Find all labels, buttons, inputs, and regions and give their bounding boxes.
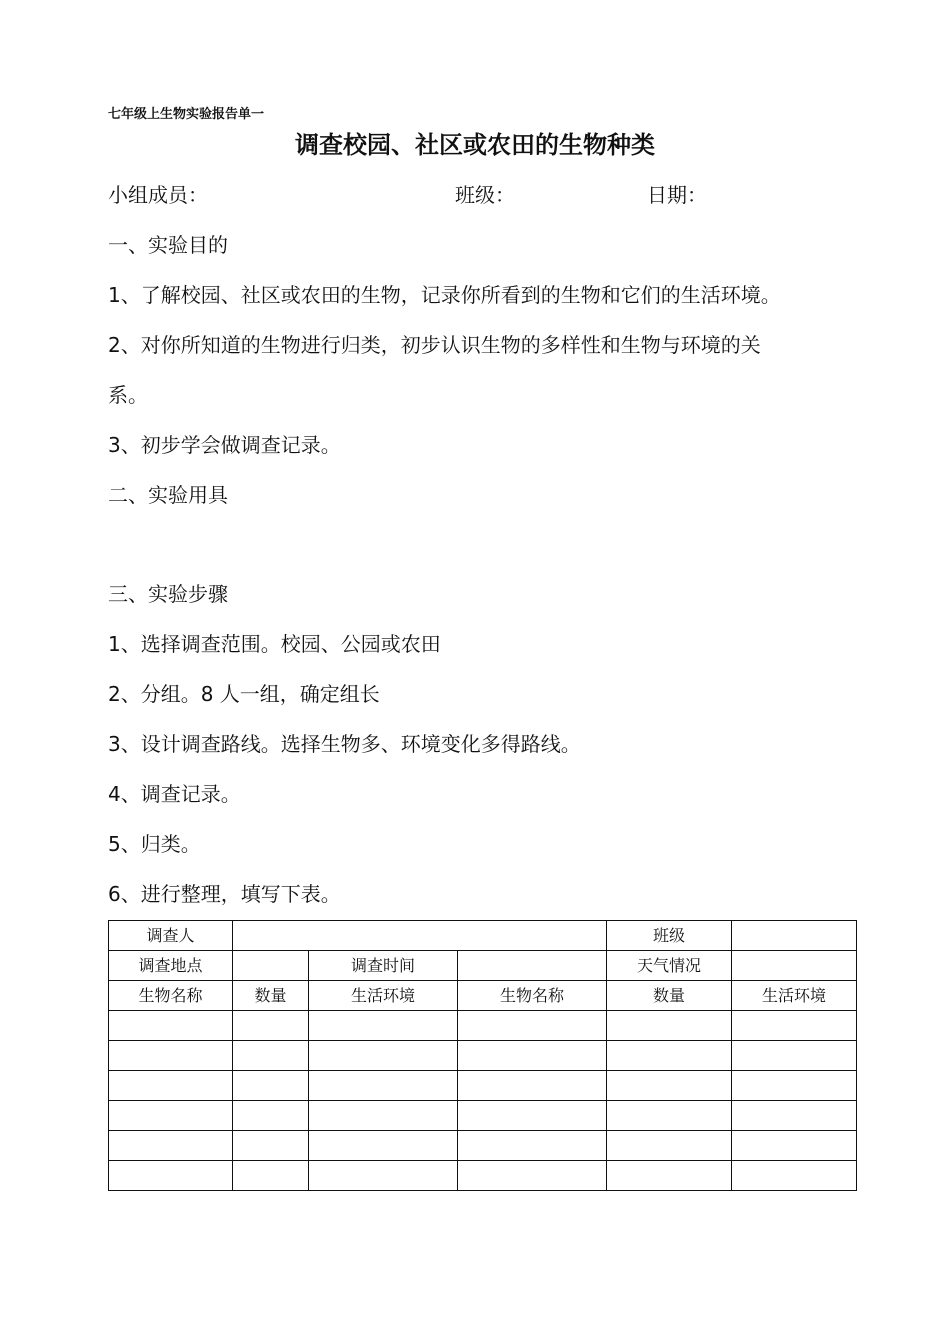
- survey-table: [108, 920, 857, 1191]
- column-header-habitat: 生活环境: [732, 981, 857, 1011]
- table-row: [109, 1011, 857, 1041]
- table-cell[interactable]: [233, 1041, 309, 1071]
- table-cell[interactable]: [732, 1131, 857, 1161]
- document-title: 调查校园、社区或农田的生物种类: [295, 131, 655, 159]
- investigator-label: 调查人: [109, 921, 233, 951]
- step-6: 6、进行整理，填写下表。: [108, 882, 341, 906]
- weather-value-cell[interactable]: [732, 951, 857, 981]
- location-value-cell[interactable]: [233, 951, 309, 981]
- table-cell[interactable]: [607, 1101, 732, 1131]
- table-cell[interactable]: [109, 1011, 233, 1041]
- step-3: 3、设计调查路线。选择生物多、环境变化多得路线。: [108, 732, 581, 756]
- purpose-item-1: 1、了解校园、社区或农田的生物，记录你所看到的生物和它们的生活环境。: [108, 283, 781, 307]
- table-cell[interactable]: [233, 1131, 309, 1161]
- table-cell[interactable]: [732, 1161, 857, 1191]
- table-cell[interactable]: [233, 1011, 309, 1041]
- step-5: 5、归类。: [108, 832, 201, 856]
- table-cell[interactable]: [732, 1041, 857, 1071]
- purpose-item-2-line-1: 2、对你所知道的生物进行归类，初步认识生物的多样性和生物与环境的关: [108, 333, 761, 357]
- table-cell[interactable]: [458, 1161, 607, 1191]
- table-cell[interactable]: [607, 1131, 732, 1161]
- table-cell[interactable]: [732, 1101, 857, 1131]
- class-label: 班级：: [455, 183, 515, 207]
- step-1: 1、选择调查范围。校园、公园或农田: [108, 632, 441, 656]
- table-cell[interactable]: [309, 1131, 458, 1161]
- table-row: [109, 921, 857, 951]
- column-header-name: 生物名称: [458, 981, 607, 1011]
- table-cell[interactable]: [309, 1041, 458, 1071]
- column-header-name: 生物名称: [109, 981, 233, 1011]
- table-cell[interactable]: [233, 1071, 309, 1101]
- class-label-cell: 班级: [607, 921, 732, 951]
- table-cell[interactable]: [109, 1161, 233, 1191]
- purpose-heading: 一、实验目的: [108, 233, 228, 257]
- step-4: 4、调查记录。: [108, 782, 241, 806]
- steps-heading: 三、实验步骤: [108, 582, 228, 606]
- step-2: 2、分组。8 人一组，确定组长: [108, 682, 380, 706]
- table-cell[interactable]: [309, 1071, 458, 1101]
- table-header-row: [109, 981, 857, 1011]
- tools-heading: 二、实验用具: [108, 483, 228, 507]
- location-label: 调查地点: [109, 951, 233, 981]
- table-cell[interactable]: [109, 1101, 233, 1131]
- table-cell[interactable]: [309, 1161, 458, 1191]
- weather-label: 天气情况: [607, 951, 732, 981]
- table-cell[interactable]: [607, 1161, 732, 1191]
- report-header: 七年级上生物实验报告单一: [108, 107, 265, 122]
- time-value-cell[interactable]: [458, 951, 607, 981]
- table-cell[interactable]: [309, 1011, 458, 1041]
- table-cell[interactable]: [458, 1041, 607, 1071]
- table-cell[interactable]: [458, 1071, 607, 1101]
- table-cell[interactable]: [458, 1131, 607, 1161]
- table-cell[interactable]: [732, 1071, 857, 1101]
- table-cell[interactable]: [109, 1071, 233, 1101]
- table-cell[interactable]: [233, 1101, 309, 1131]
- column-header-quantity: 数量: [233, 981, 309, 1011]
- date-label: 日期：: [647, 183, 707, 207]
- table-row: [109, 1131, 857, 1161]
- time-label: 调查时间: [309, 951, 458, 981]
- table-row: [109, 951, 857, 981]
- purpose-item-3: 3、初步学会做调查记录。: [108, 433, 341, 457]
- group-members-label: 小组成员：: [108, 183, 208, 207]
- table-row: [109, 1071, 857, 1101]
- table-cell[interactable]: [607, 1071, 732, 1101]
- table-row: [109, 1041, 857, 1071]
- column-header-habitat: 生活环境: [309, 981, 458, 1011]
- table-cell[interactable]: [458, 1011, 607, 1041]
- table-cell[interactable]: [309, 1101, 458, 1131]
- table-cell[interactable]: [109, 1041, 233, 1071]
- investigator-value-cell[interactable]: [233, 921, 607, 951]
- table-cell[interactable]: [109, 1131, 233, 1161]
- table-cell[interactable]: [607, 1011, 732, 1041]
- table-cell[interactable]: [233, 1161, 309, 1191]
- table-cell[interactable]: [607, 1041, 732, 1071]
- column-header-quantity: 数量: [607, 981, 732, 1011]
- class-value-cell[interactable]: [732, 921, 857, 951]
- table-cell[interactable]: [732, 1011, 857, 1041]
- purpose-item-2-line-2: 系。: [108, 383, 148, 407]
- table-row: [109, 1101, 857, 1131]
- table-row: [109, 1161, 857, 1191]
- table-cell[interactable]: [458, 1101, 607, 1131]
